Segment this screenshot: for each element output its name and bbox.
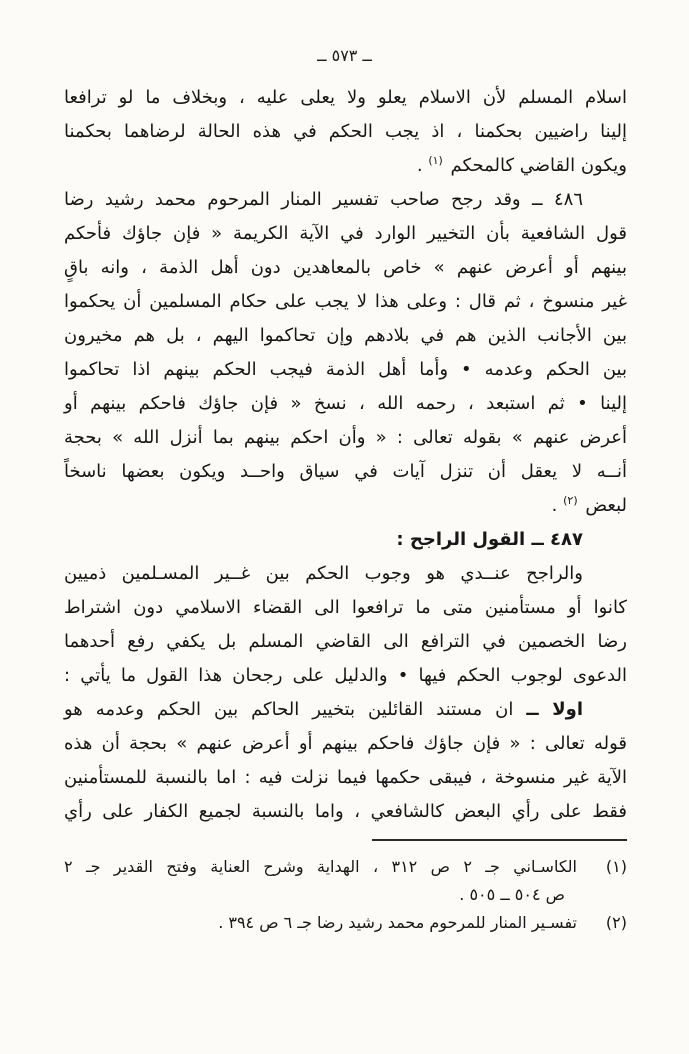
footnote-2 bbox=[64, 909, 627, 937]
text-line: قوله تعالى : « فإن جاؤك فاحكم بينهم أو أعرض عنهم » بحجة أن هذه bbox=[64, 733, 627, 754]
text-line: الآية غير منسوخة ، فيبقى حكمها فيما نزلت فيه : اما بالنسبة للمستأمنين bbox=[64, 767, 627, 788]
text-line: فقط على رأي البعض كالشافعي ، واما بالنسبة لجميع الكفار على رأي bbox=[64, 801, 627, 822]
text-line bbox=[64, 149, 627, 183]
text-line bbox=[64, 693, 627, 727]
main-text bbox=[64, 81, 627, 841]
footnote-ref-2: (٢) bbox=[563, 494, 578, 507]
footnotes bbox=[64, 853, 627, 937]
text-line: بينهم أو أعرض عنهم » خاص بالمعاهدين دون أهل الذمة ، وانه باقٍ bbox=[64, 257, 627, 278]
text-line: إلينا راضيين بحكمنا ، اذ يجب الحكم في هذه الحالة لرضاهما بحكمنا bbox=[64, 121, 627, 142]
footnote-separator bbox=[372, 839, 627, 841]
text-segment: لبعض bbox=[579, 495, 627, 516]
text-line: أنــه لا يعقل أن تنزل آيات في سياق واحــد ويكون بعضها ناسخاً bbox=[64, 461, 627, 482]
text-line: قول الشافعية بأن التخيير الوارد في الآية الكريمة « فإن جاؤك فأحكم bbox=[64, 223, 627, 244]
page-number: ــ ٥٧٣ ــ bbox=[317, 46, 372, 65]
footnote-number: (١) bbox=[605, 857, 627, 876]
text-line: كانوا أو مستأمنين متى ما ترافعوا الى القضاء الاسلامي دون اشتراط bbox=[64, 597, 627, 618]
text-line: الدعوى لوجوب الحكم فيها • والدليل على رجحان هذا القول ما يأتي : bbox=[64, 665, 627, 686]
text-line: غير منسوخ ، ثم قال : وعلى هذا لا يجب على حكام المسلمين أن يحكموا bbox=[64, 291, 627, 312]
footnote-number: (٢) bbox=[605, 913, 627, 932]
text-line: أعرض عنهم » بقوله تعالى : « وأن احكم بينهم بما أنزل الله » بحجة bbox=[64, 427, 627, 448]
text-segment: ان مستند القائلين بتخيير الحاكم بين الحكم وعدمه هو bbox=[64, 699, 527, 720]
text-line: إلينا • ثم استبعد ، رحمه الله ، نسخ « فإن جاؤك فاحكم بينهم أو bbox=[64, 393, 627, 414]
text-line: بين الأجانب الذين هم في بلادهم وإن تحاكموا اليهم ، بل هم مخيرون bbox=[64, 325, 627, 346]
text-segment: . bbox=[551, 495, 564, 516]
footnote-line: تفسـير المنار للمرحوم محمد رشيد رضا جـ ٦ ص ٣٩٤ . bbox=[218, 913, 577, 932]
text-segment: ويكون القاضي كالمحكم bbox=[444, 155, 627, 176]
text-line: رضا الخصمين في الترافع الى القاضي المسلم بل يكفي رفع أحدهما bbox=[64, 631, 627, 652]
section-heading: ٤٨٧ ــ القول الراجح : bbox=[396, 529, 583, 550]
text-line: اسلام المسلم لأن الاسلام يعلو ولا يعلى عليه ، وبخلاف ما لو ترافعا bbox=[64, 87, 627, 108]
text-line: بين الحكم وعدمه • وأما أهل الذمة فيجب الحكم بينهم اذا تحاكموا bbox=[64, 359, 627, 380]
text-segment: . bbox=[416, 155, 429, 176]
lead-word: اولا ــ bbox=[526, 699, 584, 720]
footnote-1 bbox=[64, 853, 627, 909]
footnote-ref-1: (١) bbox=[428, 154, 443, 167]
text-line bbox=[64, 489, 627, 523]
footnote-line: الكاسـاني جـ ٢ ص ٣١٢ ، الهداية وشرح العناية وفتح القدير جـ ٢ bbox=[64, 857, 577, 876]
text-line: ٤٨٦ ــ وقد رجح صاحب تفسير المنار المرحوم محمد رشيد رضا bbox=[64, 189, 583, 210]
footnote-line: ص ٥٠٤ ــ ٥٠٥ . bbox=[459, 885, 565, 904]
text-line: والراجح عنــدي هو وجوب الحكم بين غــير المسـلمين ذميين bbox=[64, 563, 583, 584]
